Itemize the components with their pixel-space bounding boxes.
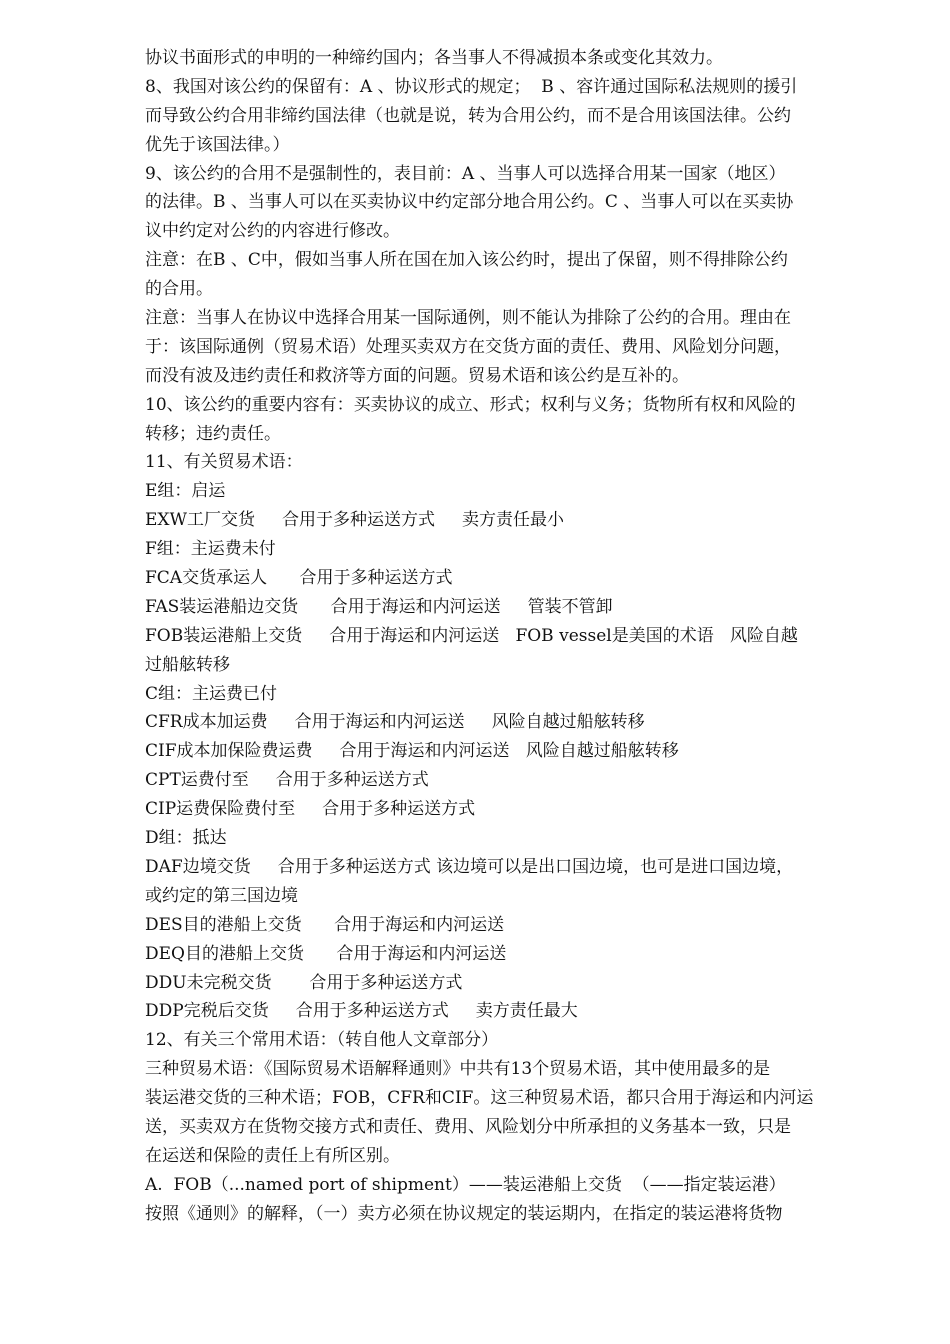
text-line: EXW工厂交货 合用于多种运送方式 卖方责任最小	[145, 510, 565, 531]
text-line: FCA交货承运人 合用于多种运送方式	[145, 568, 453, 589]
text-line: DDP完税后交货 合用于多种运送方式 卖方责任最大	[145, 1001, 578, 1022]
text-line: 而没有波及违约责任和救济等方面的问题。贸易术语和该公约是互补的。	[145, 365, 689, 386]
text-line: 的法律。B 、当事人可以在买卖协议中约定部分地合用公约。C 、当事人可以在买卖协	[145, 192, 794, 213]
text-line: 送，买卖双方在货物交接方式和责任、费用、风险划分中所承担的义务基本一致，只是	[145, 1116, 791, 1137]
text-line: DAF边境交货 合用于多种运送方式 该边境可以是出口国边境，也可是进口国边境，	[145, 856, 794, 877]
text-line: 注意：在B 、C中，假如当事人所在国在加入该公约时，提出了保留，则不得排除公约	[145, 250, 788, 271]
text-line: 在运送和保险的责任上有所区别。	[145, 1145, 400, 1166]
document-body	[145, 44, 875, 1229]
text-line: 按照《通则》的解释，（一）卖方必须在协议规定的装运期内，在指定的装运港将货物	[145, 1203, 783, 1224]
text-line: DDU未完税交货 合用于多种运送方式	[145, 972, 463, 993]
text-line: E组：启运	[145, 481, 226, 502]
text-line: 而导致公约合用非缔约国法律（也就是说，转为合用公约，而不是合用该国法律。公约	[145, 105, 791, 126]
text-line: D组：抵达	[145, 828, 227, 849]
text-line: CIP运费保险费付至 合用于多种运送方式	[145, 799, 476, 820]
text-line: 8、我国对该公约的保留有：A 、协议形式的规定； B 、容许通过国际私法规则的援引	[145, 76, 798, 97]
text-line: 注意：当事人在协议中选择合用某一国际通例，则不能认为排除了公约的合用。理由在	[145, 308, 791, 329]
text-line: FAS装运港船边交货 合用于海运和内河运送 管装不管卸	[145, 596, 613, 617]
text-line: CPT运费付至 合用于多种运送方式	[145, 770, 429, 791]
text-line: 协议书面形式的申明的一种缔约国内；各当事人不得减损本条或变化其效力。	[145, 48, 723, 68]
text-line: 装运港交货的三种术语；FOB，CFR和CIF。这三种贸易术语，都只合用于海运和内河运	[145, 1088, 814, 1109]
text-line: DEQ目的港船上交货 合用于海运和内河运送	[145, 943, 507, 964]
text-line: 优先于该国法律。）	[145, 134, 290, 155]
text-line: 12、有关三个常用术语：（转自他人文章部分）	[145, 1030, 499, 1051]
text-line: 转移；违约责任。	[145, 423, 281, 444]
text-line: CIF成本加保险费运费 合用于海运和内河运送 风险自越过船舷转移	[145, 741, 679, 762]
text-line: 三种贸易术语：《国际贸易术语解释通则》中共有13个贸易术语，其中使用最多的是	[145, 1059, 771, 1080]
text-line: 议中约定对公约的内容进行修改。	[145, 221, 400, 242]
text-line: 9、该公约的合用不是强制性的，表目前：A 、当事人可以选择合用某一国家（地区）	[145, 163, 786, 184]
text-line: FOB装运港船上交货 合用于海运和内河运送 FOB vessel是美国的术语 风险自越	[145, 625, 798, 646]
text-line: 于：该国际通例（贸易术语）处理买卖双方在交货方面的责任、费用、风险划分问题，	[145, 336, 791, 357]
text-line: F组：主运费未付	[145, 539, 276, 560]
text-line: DES目的港船上交货 合用于海运和内河运送	[145, 914, 505, 935]
text-line: 过船舷转移	[145, 654, 230, 675]
text-line: 11、有关贸易术语：	[145, 452, 303, 473]
text-line: 10、该公约的重要内容有：买卖协议的成立、形式；权利与义务；货物所有权和风险的	[145, 394, 796, 415]
text-line: A. FOB（...named port of shipment）——装运港船上交货 （——指定装运港）	[145, 1174, 786, 1195]
text-line: CFR成本加运费 合用于海运和内河运送 风险自越过船舷转移	[145, 712, 645, 733]
text-line: 或约定的第三国边境	[145, 885, 298, 906]
text-line: 的合用。	[145, 279, 213, 300]
text-line: C组：主运费已付	[145, 683, 278, 704]
